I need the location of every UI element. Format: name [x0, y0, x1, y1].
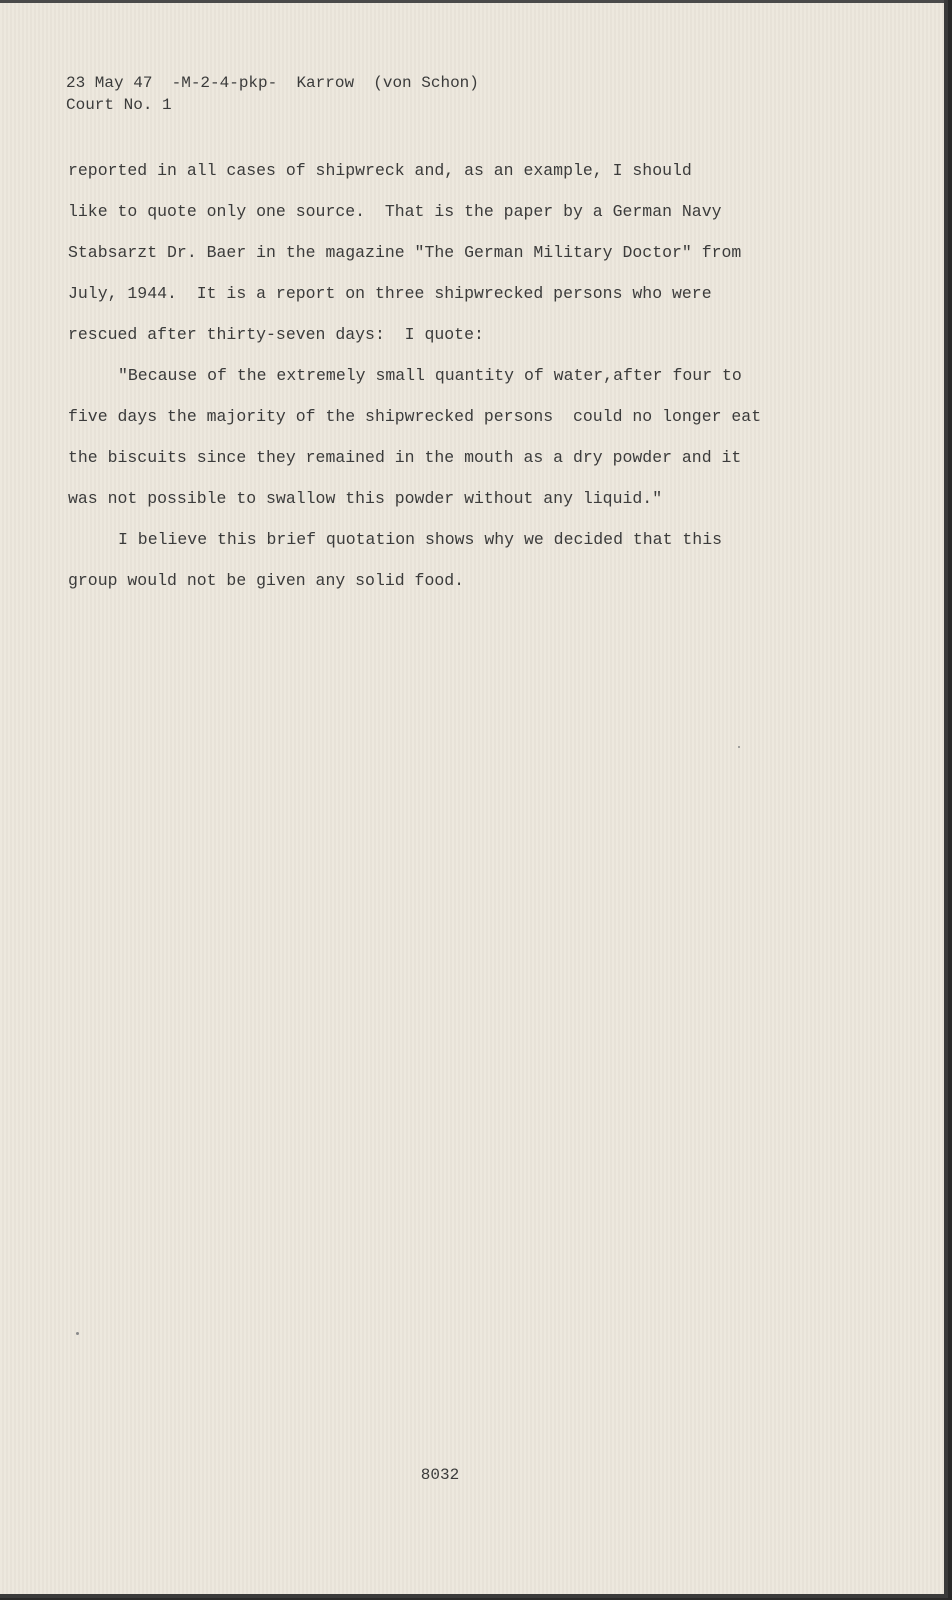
header-date-line: 23 May 47 -M-2-4-pkp- Karrow (von Schon) — [66, 74, 479, 92]
document-header — [66, 72, 479, 116]
body-line-3: Stabsarzt Dr. Baer in the magazine "The German Military Doctor" from — [68, 243, 742, 262]
paper-speck — [738, 746, 740, 748]
page-number: 8032 — [420, 1466, 460, 1484]
body-line-11: group would not be given any solid food. — [68, 571, 465, 590]
body-line-9: was not possible to swallow this powder without any liquid." — [68, 489, 663, 508]
paper-speck — [76, 1332, 79, 1335]
body-line-2: like to quote only one source. That is the paper by a German Navy — [68, 202, 722, 221]
body-line-1: reported in all cases of shipwreck and, as an example, I should — [68, 161, 692, 180]
body-line-4: July, 1944. It is a report on three shipwrecked persons who were — [68, 284, 712, 303]
body-line-7: five days the majority of the shipwrecked persons could no longer eat — [68, 407, 762, 426]
body-line-6: "Because of the extremely small quantity of water,after four to — [118, 366, 742, 385]
transcript-body — [68, 150, 868, 601]
body-line-5: rescued after thirty-seven days: I quote: — [68, 325, 484, 344]
body-line-10: I believe this brief quotation shows why we decided that this — [118, 530, 722, 549]
body-line-8: the biscuits since they remained in the mouth as a dry powder and it — [68, 448, 742, 467]
scan-edge — [0, 0, 944, 3]
header-court-line: Court No. 1 — [66, 96, 172, 114]
